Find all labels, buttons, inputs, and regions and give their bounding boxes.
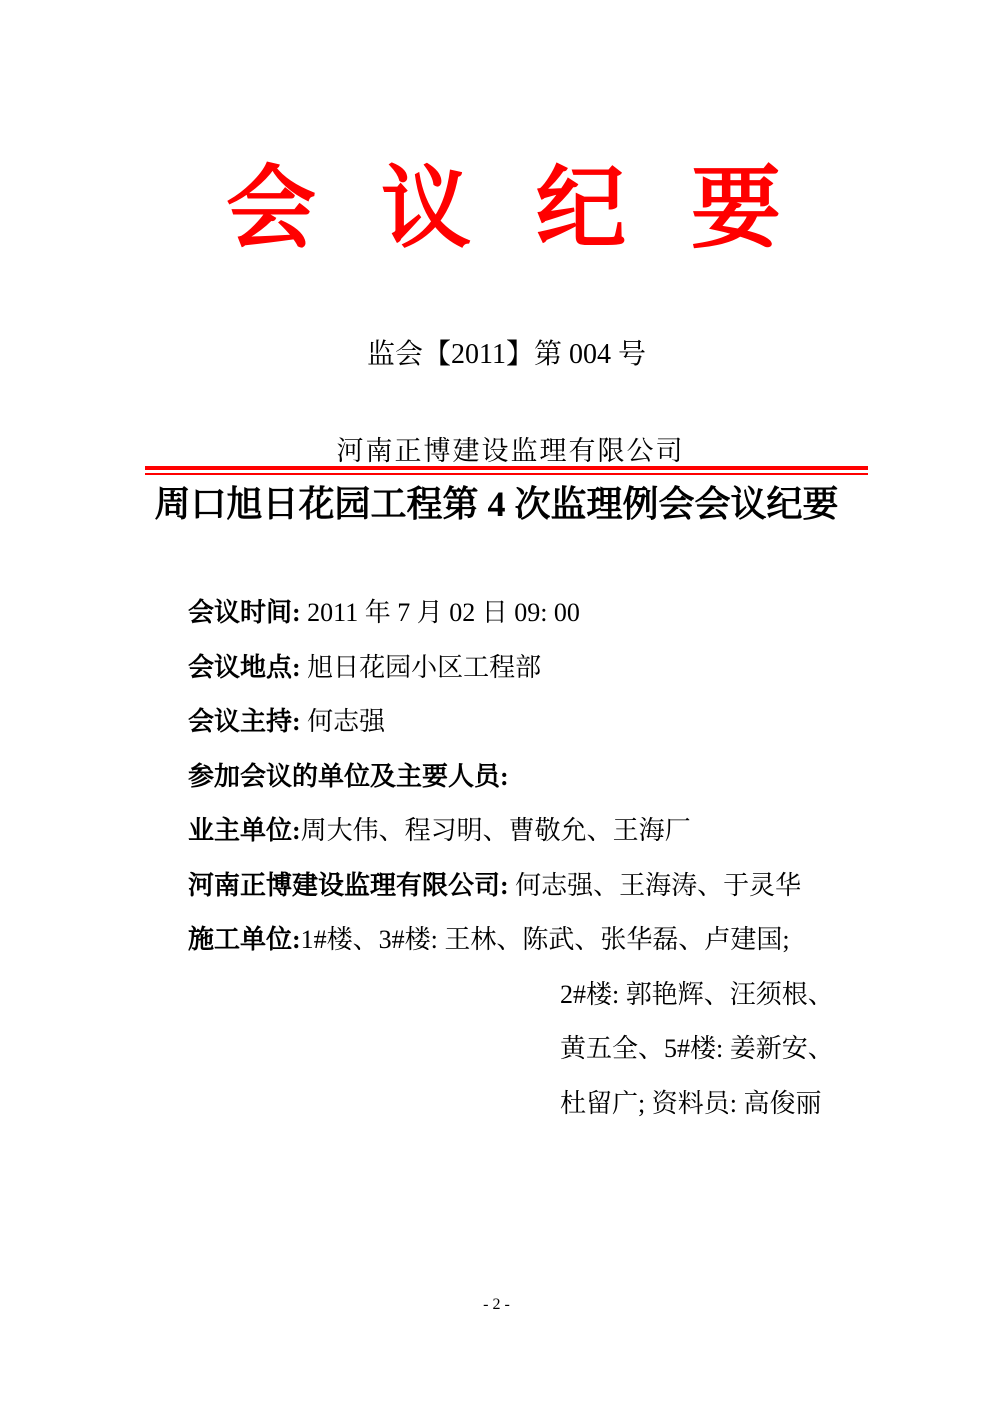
meeting-info-line-contractor-cont [188,968,908,1023]
line-label: 河南正博建设监理有限公司: [188,870,509,900]
meeting-info-line-supervisor [188,859,908,914]
meeting-info-line-contractor-cont [188,1077,908,1132]
meeting-info-line-place [188,641,908,696]
meeting-info-line-contractor [188,913,908,968]
meeting-info-line-owner [188,804,908,859]
line-value: 1#楼、3#楼: 王林、陈武、张华磊、卢建国; [300,925,790,954]
line-value: 黄五全、5#楼: 姜新安、 [560,1034,834,1063]
line-value: 2#楼: 郭艳辉、汪须根、 [560,979,834,1009]
line-label: 会议地点: [188,652,301,682]
red-double-rule [145,466,868,476]
line-label: 会议主持: [188,707,301,736]
meeting-info-line-time [188,586,908,641]
document-number: 监会【2011】第 004 号 [367,339,646,370]
line-value: 杜留广; 资料员: 高俊丽 [560,1088,822,1118]
page-number: - 2 - [483,1296,510,1313]
line-value: 周大伟、程习明、曹敬允、王海厂 [300,816,691,845]
meeting-info-line-attendees-heading [188,750,908,805]
meeting-info-line-host [188,695,908,750]
line-label: 参加会议的单位及主要人员: [188,761,509,791]
rule-thin-line [145,473,868,475]
meeting-heading: 周口旭日花园工程第 4 次监理例会会议纪要 [154,484,839,524]
document-title: 会议纪要 [226,160,846,259]
line-label: 会议时间: [188,598,301,627]
line-value: 何志强、王海涛、于灵华 [508,870,802,900]
meeting-info-line-contractor-cont [188,1022,908,1077]
line-value: 旭日花园小区工程部 [300,652,542,682]
line-label: 业主单位: [188,816,301,845]
meeting-info [188,586,908,1131]
line-value: 何志强 [300,707,386,736]
line-label: 施工单位: [188,925,301,954]
company-name: 河南正博建设监理有限公司 [336,436,685,466]
line-value: 2011 年 7 月 02 日 09: 00 [300,598,580,627]
